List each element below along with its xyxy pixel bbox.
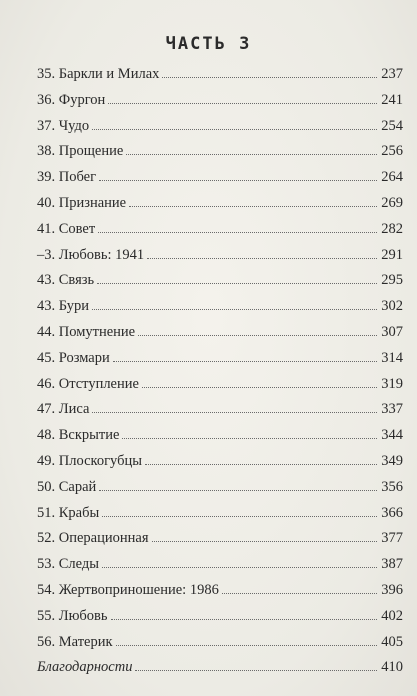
toc-entry (37, 526, 403, 552)
toc-entry-page: 282 (381, 220, 403, 237)
toc-entry-page: 349 (381, 452, 403, 469)
toc-entry-title: 44. Помутнение (37, 323, 136, 340)
dot-leader (162, 77, 377, 78)
toc-entry-page: 405 (381, 633, 403, 650)
dot-leader (152, 541, 378, 542)
toc-entry-page: 269 (381, 194, 403, 211)
toc-entry-page: 387 (381, 556, 403, 573)
toc-entry (37, 243, 403, 269)
toc-entry-title: –3. Любовь: 1941 (37, 246, 145, 263)
toc-entry-title: 49. Плоскогубцы (37, 452, 142, 469)
toc-entry-page: 254 (381, 117, 403, 134)
toc-entry (37, 191, 403, 217)
dot-leader (145, 464, 377, 465)
toc-entry-title: 54. Жертвоприношение: 1986 (37, 581, 219, 598)
toc-entry-page: 237 (381, 66, 403, 82)
toc-entry-title: 47. Лиса (37, 401, 90, 418)
toc-entry-title: 41. Совет (37, 220, 96, 237)
toc-entry-title: 40. Признание (37, 194, 127, 211)
dot-leader (102, 516, 377, 517)
toc-entry-title: 50. Сарай (37, 478, 97, 495)
toc-entry-page: 377 (381, 530, 403, 547)
toc-entry-title: 38. Прощение (37, 143, 124, 160)
dot-leader (102, 567, 377, 568)
toc-entry (37, 346, 403, 372)
toc-entry-page: 256 (381, 143, 403, 160)
dot-leader (99, 490, 377, 491)
toc-entry (37, 397, 403, 423)
toc-entry-page: 319 (381, 375, 403, 392)
toc-entry-title: 35. Баркли и Милах (37, 66, 160, 82)
dot-leader (142, 387, 377, 388)
toc-entry (37, 114, 403, 140)
toc-entry-page: 295 (381, 272, 403, 289)
toc-entry-title: Благодарности (37, 659, 133, 676)
toc-entry-title: 36. Фургон (37, 91, 106, 108)
dot-leader (111, 619, 378, 620)
toc-entry (37, 165, 403, 191)
dot-leader (135, 670, 377, 671)
toc-entry (37, 139, 403, 165)
dot-leader (116, 645, 378, 646)
toc-entry (37, 423, 403, 449)
toc-entry-page: 302 (381, 298, 403, 315)
dot-leader (92, 309, 377, 310)
toc-entry (37, 217, 403, 243)
toc-entry-title: 55. Любовь (37, 607, 108, 624)
toc-entry (37, 88, 403, 114)
toc-entry-page: 410 (381, 659, 403, 676)
toc-entry-page: 356 (381, 478, 403, 495)
toc-entry-page: 241 (381, 91, 403, 108)
toc-entry (37, 630, 403, 656)
toc-entry-title: 53. Следы (37, 556, 100, 573)
dot-leader (113, 361, 378, 362)
toc-entry-page: 396 (381, 581, 403, 598)
toc-entry-page: 291 (381, 246, 403, 263)
toc-entry (37, 552, 403, 578)
toc-entry (37, 320, 403, 346)
toc-entry (37, 372, 403, 398)
toc-entry-page: 337 (381, 401, 403, 418)
toc-entry (37, 62, 403, 88)
toc-entry-title: 39. Побег (37, 169, 97, 186)
toc-entry-page: 314 (381, 349, 403, 366)
dot-leader (222, 593, 377, 594)
toc-entry-title: 37. Чудо (37, 117, 90, 134)
dot-leader (147, 258, 377, 259)
dot-leader (92, 129, 377, 130)
toc-entry-title: 51. Крабы (37, 504, 100, 521)
toc-entry (37, 604, 403, 630)
toc-entry-title: 46. Отступление (37, 375, 139, 392)
toc-entry-title: 52. Операционная (37, 530, 149, 547)
dot-leader (108, 103, 377, 104)
toc-entry (37, 578, 403, 604)
dot-leader (98, 232, 377, 233)
dot-leader (92, 412, 377, 413)
toc-entry (37, 655, 403, 681)
toc-entry-title: 45. Розмари (37, 349, 110, 366)
toc-entry (37, 268, 403, 294)
toc-entry (37, 449, 403, 475)
toc-entry-title: 48. Вскрытие (37, 427, 120, 444)
toc-entry-page: 402 (381, 607, 403, 624)
dot-leader (122, 438, 377, 439)
toc-entry-page: 264 (381, 169, 403, 186)
dot-leader (138, 335, 377, 336)
toc-entry-title: 56. Материк (37, 633, 113, 650)
dot-leader (99, 180, 377, 181)
part-title: ЧАСТЬ 3 (165, 34, 252, 54)
dot-leader (129, 206, 377, 207)
toc-entry-title: 43. Связь (37, 272, 95, 289)
toc-entry (37, 294, 403, 320)
dot-leader (97, 283, 377, 284)
toc-entry-page: 307 (381, 323, 403, 340)
table-of-contents (37, 62, 403, 681)
toc-entry-title: 43. Бури (37, 298, 89, 315)
toc-entry (37, 501, 403, 527)
toc-entry-page: 366 (381, 504, 403, 521)
toc-entry (37, 475, 403, 501)
dot-leader (126, 154, 377, 155)
toc-entry-page: 344 (381, 427, 403, 444)
